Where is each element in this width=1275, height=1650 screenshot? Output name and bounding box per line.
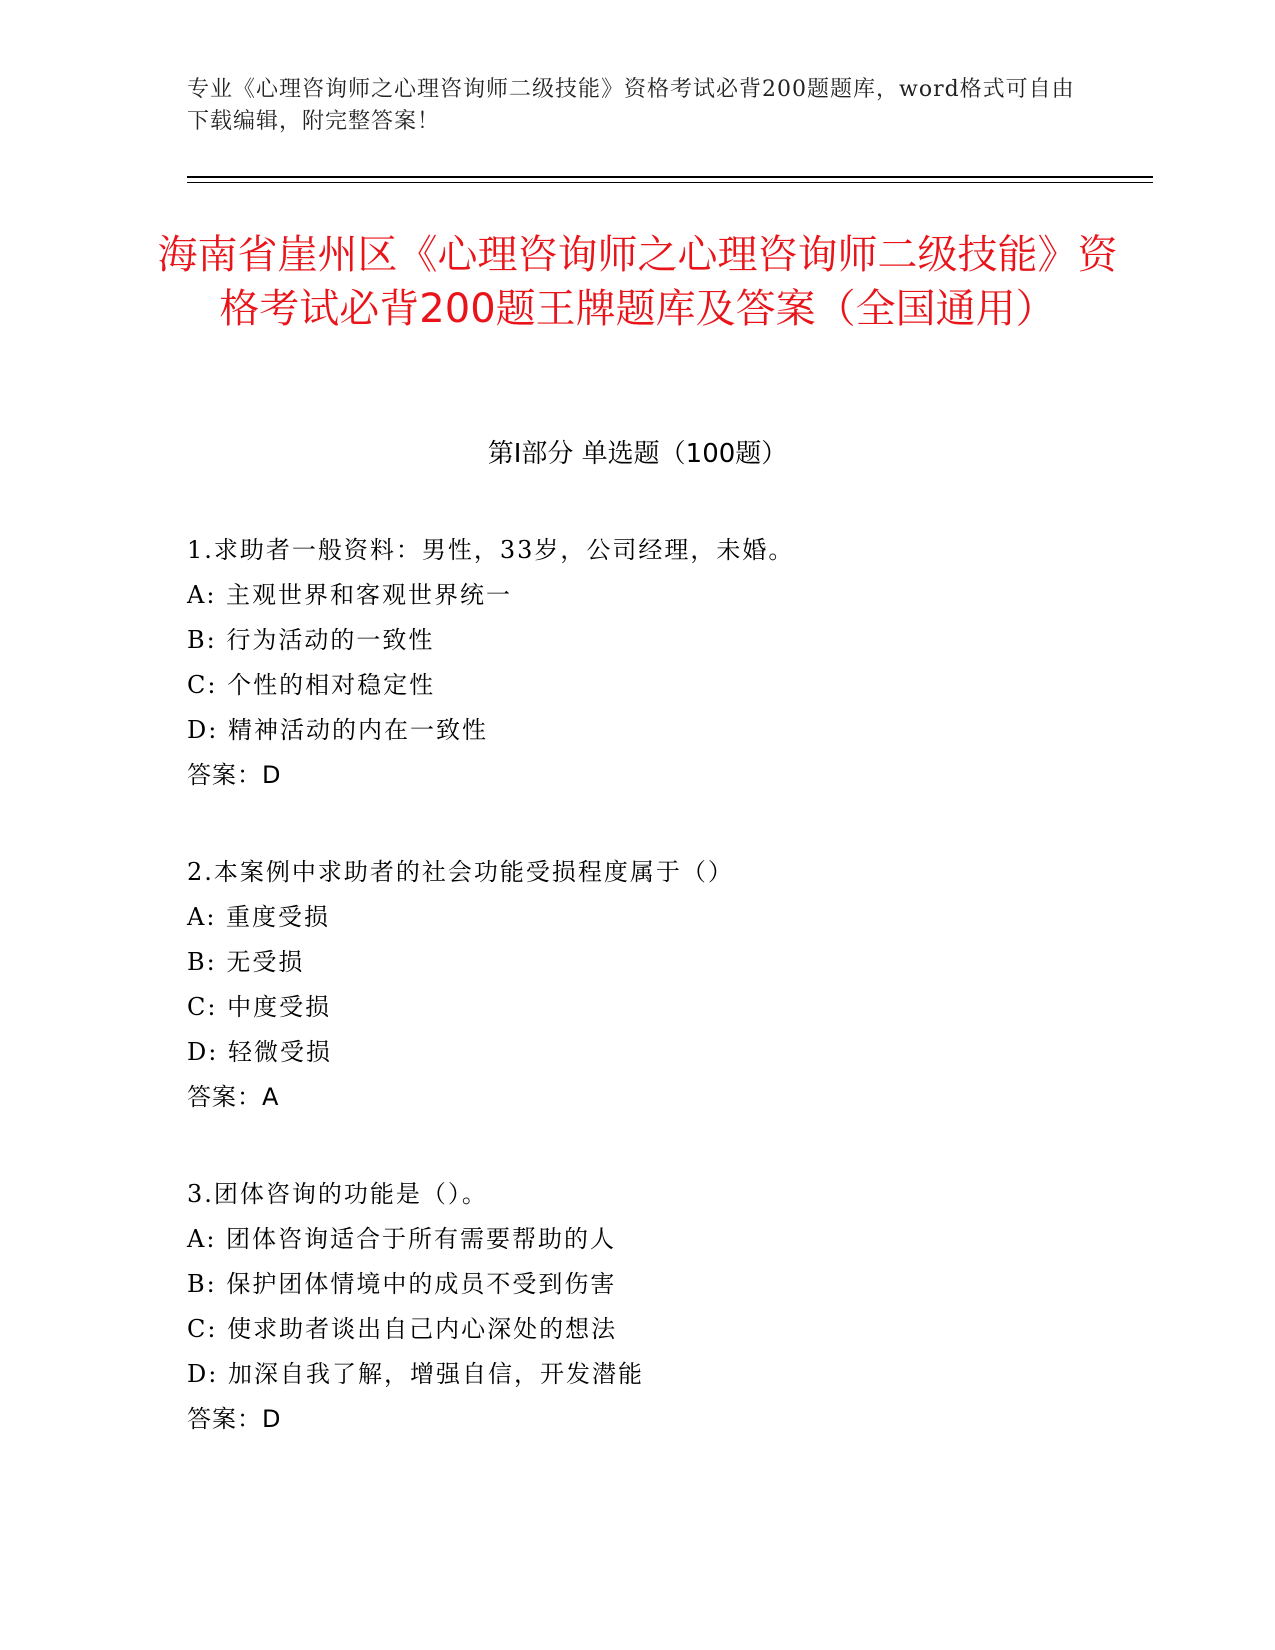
document-title: 海南省崖州区《心理咨询师之心理咨询师二级技能》资格考试必背200题王牌题库及答案（全国通用） <box>157 232 1118 332</box>
question-stem: 1.求助者一般资料：男性，33岁，公司经理，未婚。 <box>187 536 795 564</box>
question-list <box>187 528 1147 1494</box>
section-title: 第Ⅰ部分 单选题（100题） <box>487 439 788 469</box>
option-d: D: 精神活动的内在一致性 <box>187 716 488 744</box>
question-stem: 2.本案例中求助者的社会功能受损程度属于（） <box>187 858 734 886</box>
option-c: C: 中度受损 <box>187 993 332 1021</box>
header-note: 专业《心理咨询师之心理咨询师二级技能》资格考试必背200题题库，word格式可自由下载编辑，附完整答案！ <box>187 77 1075 134</box>
question-stem: 3.团体咨询的功能是（）。 <box>187 1180 488 1208</box>
option-a: A: 团体咨询适合于所有需要帮助的人 <box>187 1225 617 1253</box>
question-item <box>187 1172 1147 1494</box>
answer: 答案：A <box>187 1083 280 1111</box>
question-item <box>187 528 1147 850</box>
option-b: B: 保护团体情境中的成员不受到伤害 <box>187 1270 617 1298</box>
option-b: B: 行为活动的一致性 <box>187 626 435 654</box>
option-a: A: 主观世界和客观世界统一 <box>187 581 513 609</box>
option-b: B: 无受损 <box>187 948 305 976</box>
option-a: A: 重度受损 <box>187 903 331 931</box>
answer: 答案：D <box>187 1405 282 1433</box>
option-d: D: 轻微受损 <box>187 1038 332 1066</box>
question-item <box>187 850 1147 1172</box>
answer: 答案：D <box>187 761 282 789</box>
header-divider-thick <box>187 176 1153 178</box>
option-c: C: 使求助者谈出自己内心深处的想法 <box>187 1315 618 1343</box>
option-d: D: 加深自我了解，增强自信，开发潜能 <box>187 1360 644 1388</box>
option-c: C: 个性的相对稳定性 <box>187 671 436 699</box>
header-divider-thin <box>187 182 1153 183</box>
